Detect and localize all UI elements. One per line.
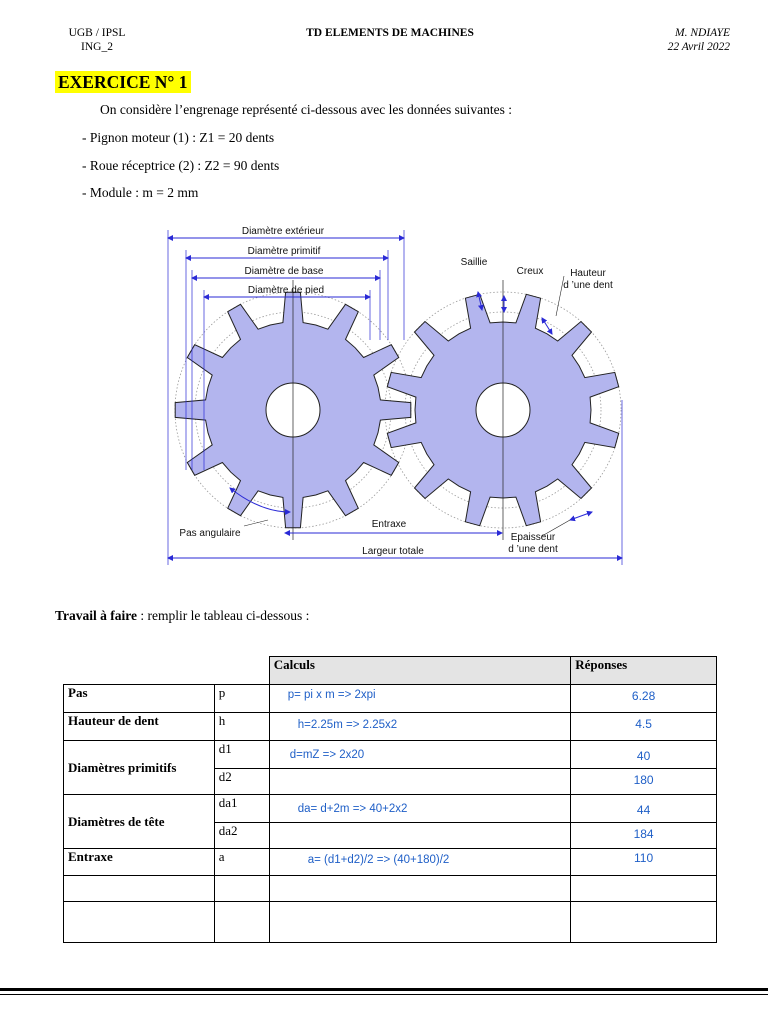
empty-cell[interactable] — [214, 902, 269, 943]
base-diameter-label: Diamètre de base — [244, 266, 324, 277]
tooth-thickness-label-line2: d ’une dent — [508, 544, 558, 555]
row-symbol-da2: da2 — [214, 823, 269, 849]
answer-table — [63, 656, 717, 943]
empty-cell[interactable] — [64, 876, 215, 902]
row-answer-center-distance: 110 — [571, 849, 717, 876]
gear-figure — [160, 220, 630, 565]
exercise-intro: On considère l’engrenage représenté ci-dessous avec les données suivantes : — [100, 102, 512, 117]
footer-rule-thick — [0, 988, 768, 991]
tooth-thickness-label — [508, 532, 558, 555]
center-distance-label: Entraxe — [371, 519, 407, 530]
tooth-thickness-label-line1: Epaisseur — [510, 532, 556, 543]
row-label-center-distance: Entraxe — [64, 849, 215, 876]
outer-diameter-label: Diamètre extérieur — [241, 226, 325, 237]
tooth-height-label-line1: Hauteur — [570, 268, 606, 279]
document-date: 22 Avril 2022 — [667, 41, 730, 53]
row-answer-d2: 180 — [571, 769, 717, 795]
empty-cell[interactable] — [571, 902, 717, 943]
calculations-header: Calculs — [269, 657, 570, 685]
header-right — [600, 26, 730, 54]
row-answer-pitch: 6.28 — [571, 685, 717, 713]
exercise-title: EXERCICE N° 1 — [55, 71, 191, 93]
table-row-tip-diameter-1 — [64, 795, 717, 823]
row-label-pitch: Pas — [64, 685, 215, 713]
row-label-tooth-height: Hauteur de dent — [64, 713, 215, 741]
row-symbol-d1: d1 — [214, 741, 269, 769]
empty-cell[interactable] — [214, 876, 269, 902]
task-instruction — [55, 607, 309, 624]
tooth-height-label-line2: d ’une dent — [563, 280, 613, 291]
footer-rule-thin — [0, 994, 768, 995]
table-row-pitch — [64, 685, 717, 713]
addendum-label: Saillie — [460, 257, 488, 268]
data-line-wheel: - Roue réceptrice (2) : Z2 = 90 dents — [82, 158, 280, 173]
total-width-label: Largeur totale — [362, 546, 424, 557]
row-calc-tooth-height: h=2.25m => 2.25x2 — [269, 713, 570, 741]
table-row-empty-1 — [64, 876, 717, 902]
row-symbol-tooth-height: h — [214, 713, 269, 741]
task-label: Travail à faire — [55, 608, 137, 623]
row-calc-tip-diameter: da= d+2m => 40+2x2 — [269, 795, 570, 823]
row-answer-da2: 184 — [571, 823, 717, 849]
row-calc-pitch: p= pi x m => 2xpi — [269, 685, 570, 713]
pitch-diameter-label: Diamètre primitif — [247, 246, 321, 257]
empty-cell[interactable] — [571, 876, 717, 902]
institution: UGB / IPSL — [68, 27, 126, 39]
angular-pitch-label: Pas angulaire — [179, 528, 241, 539]
table-row-tooth-height — [64, 713, 717, 741]
empty-cell[interactable] — [269, 902, 570, 943]
root-diameter-label: Diamètre de pied — [247, 285, 325, 296]
header-left — [60, 26, 134, 54]
row-label-tip-diameters: Diamètres de tête — [64, 795, 215, 849]
class-level: ING_2 — [81, 41, 113, 53]
row-calc-pitch-diameter: d=mZ => 2x20 — [269, 741, 570, 769]
document-title: TD ELEMENTS DE MACHINES — [306, 27, 474, 39]
task-text: : remplir le tableau ci-dessous : — [136, 608, 310, 623]
teacher-name: M. NDIAYE — [675, 27, 730, 39]
row-answer-d1: 40 — [571, 741, 717, 769]
row-label-pitch-diameters: Diamètres primitifs — [64, 741, 215, 795]
row-symbol-center-distance: a — [214, 849, 269, 876]
table-row-empty-2 — [64, 902, 717, 943]
dedendum-label: Creux — [516, 266, 544, 277]
answers-header: Réponses — [571, 657, 717, 685]
row-calc-d2-empty[interactable] — [269, 769, 570, 795]
row-symbol-da1: da1 — [214, 795, 269, 823]
table-row-pitch-diameter-1 — [64, 741, 717, 769]
empty-cell[interactable] — [269, 876, 570, 902]
data-line-module: - Module : m = 2 mm — [82, 185, 199, 200]
row-answer-tooth-height: 4.5 — [571, 713, 717, 741]
row-symbol-pitch: p — [214, 685, 269, 713]
row-answer-da1: 44 — [571, 795, 717, 823]
table-row-center-distance — [64, 849, 717, 876]
tooth-height-label — [563, 268, 613, 291]
row-symbol-d2: d2 — [214, 769, 269, 795]
row-calc-da2-empty[interactable] — [269, 823, 570, 849]
row-calc-center-distance: a= (d1+d2)/2 => (40+180)/2 — [269, 849, 570, 876]
empty-cell[interactable] — [64, 902, 215, 943]
data-line-pinion: - Pignon moteur (1) : Z1 = 20 dents — [82, 130, 275, 145]
